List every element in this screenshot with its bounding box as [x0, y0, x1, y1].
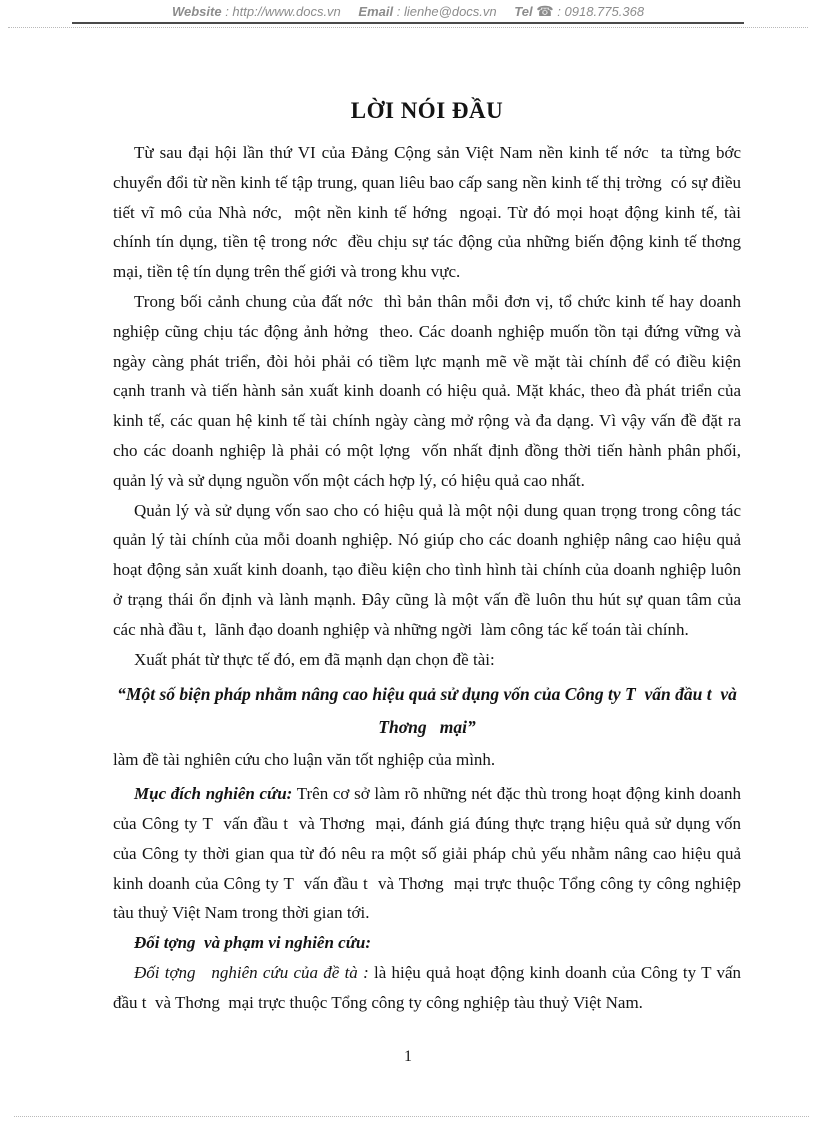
- paragraph-intro-1: Từ sau đại hội lần thứ VI của Đảng Cộng sản Việt Nam nền kinh tế nớc ta từng bớc chuyển đổi từ nền kinh tế tập trung, quan liêu bao cấp sang nền kinh tế thị trờng có sự điều tiết vĩ mô của Nhà nớc, một nền kinh tế hớng ngoại. Từ đó mọi hoạt động kinh tế, tài chính tín dụng, tiền tệ trong nớc đều chịu sự tác động của những biến động kinh tế thơng mại, tiền tệ tín dụng trên thế giới và trong khu vực.: [113, 143, 750, 282]
- research-purpose-paragraph: [113, 779, 746, 928]
- scope-heading: [113, 928, 741, 958]
- tel-label: Tel: [514, 4, 533, 19]
- tel-value: : 0918.775.368: [557, 4, 645, 19]
- document-body: [113, 94, 750, 1018]
- header-rule-solid: [72, 22, 744, 24]
- paragraph-intro-4: Xuất phát từ thực tế đó, em đã mạnh dạn chọn đề tài:: [134, 649, 495, 669]
- website-value: : http://www.docs.vn: [225, 4, 341, 19]
- paragraph-intro-2: Trong bối cảnh chung của đất nớc thì bản thân mỗi đơn vị, tổ chức kinh tế hay doanh nghiệp cũng chịu tác động ảnh hởng theo. Các doanh nghiệp muốn tồn tại đứng vững và ngày càng phát triển, đòi hỏi phải có tiềm lực mạnh mẽ về mặt tài chính để có điều kiện cạnh tranh và tiến hành sản xuất kinh doanh có hiệu quả. Mặt khác, theo đà phát triển của kinh tế, các quan hệ kinh tế tài chính ngày càng mở rộng và đa dạng. Vì vậy vấn đề đặt ra cho các doanh nghiệp là phải có một lợng vốn nhất định đồng thời tiến hành phân phối, quản lý và sử dụng nguồn vốn một cách hợp lý, có hiệu quả cao nhất.: [113, 291, 746, 490]
- research-purpose-text: Trên cơ sở làm rõ những nét đặc thù trong hoạt động kinh doanh của Công ty T vấn đầu t và Thơng mại, đánh giá đúng thực trạng hiệu quả sử dụng vốn của Công ty thời gian qua từ đó nêu ra một số giải pháp chủ yếu nhằm nâng cao hiệu quả kinh doanh của Công ty T vấn đầu t và Thơng mại trực thuộc Tổng công ty công nghiệp tàu thuỷ Việt Nam trong thời gian tới.: [113, 784, 746, 923]
- header-website: [172, 4, 341, 19]
- thesis-title-quote: “Một số biện pháp nhằm nâng cao hiệu quả sử dụng vốn của Công ty T vấn đầu t và Thơng mại”: [117, 684, 742, 737]
- paragraph-intro-3: Quản lý và sử dụng vốn sao cho có hiệu quả là một nội dung quan trọng trong công tác quản lý tài chính của mỗi doanh nghiệp. Nó giúp cho các doanh nghiệp nâng cao hiệu quả hoạt động sản xuất kinh doanh, tạo điều kiện cho tình hình tài chính của doanh nghiệp luôn ở trạng thái ổn định và lành mạnh. Đây cũng là một vấn đề luôn thu hút sự quan tâm của các nhà đầu t, lãnh đạo doanh nghiệp và những ngời làm công tác kế toán tài chính.: [113, 500, 746, 639]
- email-label: Email: [358, 4, 394, 19]
- phone-icon: ☎: [536, 3, 554, 19]
- research-object-text: là hiệu quả hoạt động kinh doanh của Công ty T vấn đầu t và Thơng mại trực thuộc Tổng công ty công nghiệp tàu thuỷ Việt Nam.: [113, 962, 746, 1012]
- website-label: Website: [171, 4, 222, 19]
- footer-rule-dotted: [14, 1116, 809, 1117]
- research-purpose-heading: Mục đích nghiên cứu:: [134, 784, 293, 804]
- page-number: 1: [404, 1048, 412, 1065]
- research-object-lead: Đối tợng nghiên cứu của đề tà :: [134, 962, 369, 982]
- page-header: [0, 3, 816, 20]
- header-email: [358, 4, 496, 19]
- scope-heading-text: Đối tợng và phạm vi nghiên cứu:: [134, 933, 372, 953]
- page-title: LỜI NÓI ĐẦU: [350, 98, 504, 123]
- paragraph-after-quote: làm đề tài nghiên cứu cho luận văn tốt nghiệp của mình.: [113, 750, 496, 770]
- research-object-paragraph: [113, 958, 746, 1018]
- header-tel: [514, 4, 644, 19]
- header-rule-dotted: [8, 27, 808, 28]
- email-value: : lienhe@docs.vn: [396, 4, 497, 19]
